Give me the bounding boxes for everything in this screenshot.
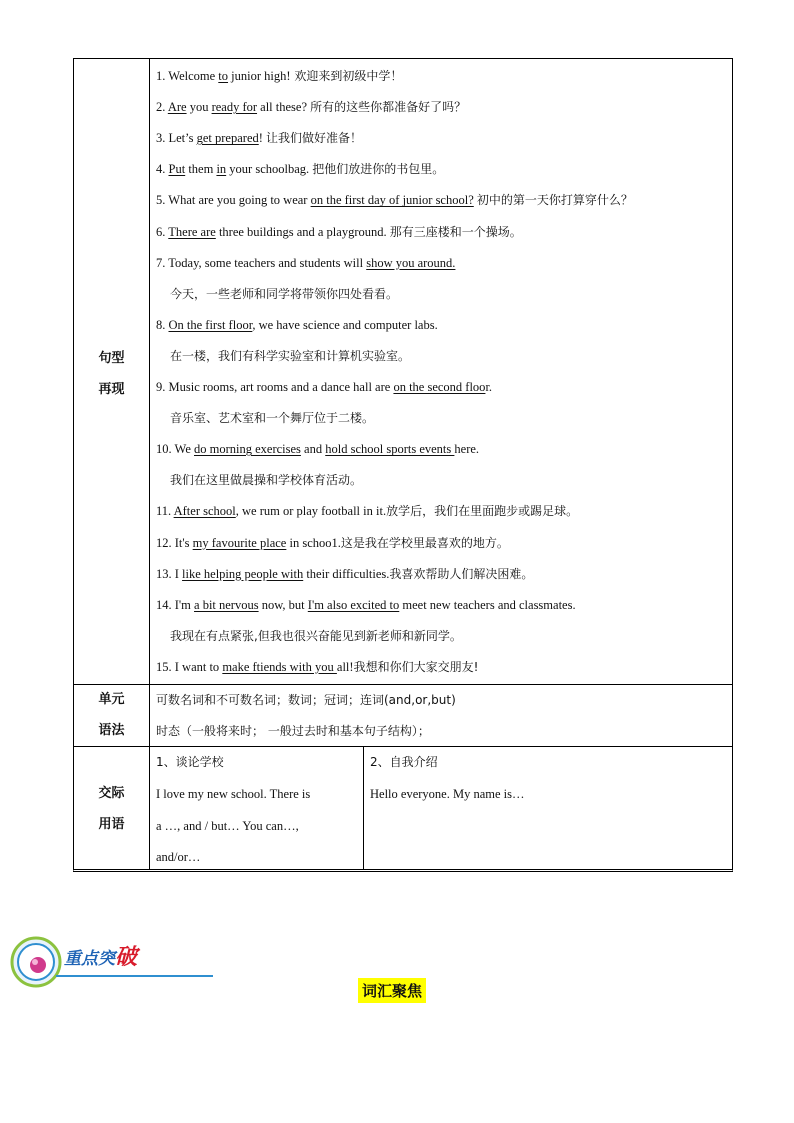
sentence-line [156, 564, 533, 584]
sentence-text: 让我们做好准备！ [266, 131, 363, 146]
sentence-text: 11. [156, 504, 174, 519]
comm-left-line: and/or… [156, 850, 201, 864]
sentence-line [156, 159, 444, 179]
underlined-phrase: my favourite place [192, 535, 287, 550]
underlined-phrase: Put [168, 162, 186, 177]
sentence-text: 把他们放进你的书包里。 [312, 162, 445, 177]
sentence-text: in schoo1. [286, 535, 341, 550]
sentence-text: 所有的这些你都准备好了吗？ [310, 100, 467, 115]
sentence-line [156, 533, 509, 553]
sentence-text: 在一楼，我们有科学实验室和计算机实验室。 [170, 348, 411, 363]
sentence-line [156, 253, 455, 273]
sentence-line [156, 346, 410, 366]
comm-right-text: Hello everyone. My name is… [370, 787, 525, 801]
sentence-text: 欢迎来到初级中学！ [290, 69, 403, 83]
underlined-phrase: hold school sports events [325, 442, 455, 457]
sentence-text: 13. I [156, 566, 183, 581]
underlined-phrase: get prepared [196, 131, 259, 146]
section-logo [8, 934, 218, 988]
sentence-text: and [300, 442, 326, 457]
sentence-text: all these? [257, 100, 311, 115]
summary-table [73, 58, 733, 872]
logo-title: 重点突破 [64, 945, 138, 970]
sentence-text: 15. I want to [156, 659, 223, 674]
row-divider [74, 746, 732, 747]
comm-left-line: a …, and / but… You can…, [156, 819, 299, 833]
sentence-line [156, 657, 478, 677]
sentence-text: three buildings and a playground. [215, 224, 390, 239]
sentence-text: 我想和你们大家交朋友! [353, 659, 479, 674]
sentence-line [156, 315, 438, 335]
row-divider [74, 684, 732, 685]
underlined-phrase: do morning exercises [194, 442, 301, 457]
sentence-text: 初中的第一天你打算穿什么？ [476, 193, 633, 208]
comm-left-line: I love my new school. There is [156, 787, 311, 801]
sentence-text: 音乐室、艺术室和一个舞厅位于二楼。 [170, 411, 375, 426]
underlined-phrase: Are [167, 100, 187, 115]
sentence-line [156, 408, 374, 428]
column-divider [149, 59, 150, 870]
sentence-line [156, 284, 398, 304]
sentences-label: 句型 再现 [98, 351, 125, 397]
sentence-text: 8. [156, 317, 169, 332]
sentence-line [156, 97, 466, 117]
sentence-line [156, 595, 576, 615]
underlined-phrase: on the second floo [393, 380, 486, 394]
sentence-text: r. [485, 380, 493, 394]
sentence-text: them [185, 162, 217, 177]
sentence-line [156, 128, 362, 148]
sentence-text: 这是我在学校里最喜欢的地方。 [340, 535, 509, 550]
sentence-text: ! [258, 131, 267, 146]
underlined-phrase: show you around. [366, 255, 456, 270]
sentence-text: 3. Let’s [156, 131, 197, 146]
underlined-phrase: On the first floor [168, 317, 253, 332]
sentence-text: their difficulties. [303, 566, 390, 581]
sentence-text: 那有三座楼和一个操场。 [389, 224, 522, 239]
sentence-text: 7. Today, some teachers and students will [156, 255, 367, 270]
underlined-phrase: ready for [211, 100, 258, 115]
grammar-line: 时态（一般将来时； 一般过去时和基本句子结构）； [156, 724, 430, 738]
sentence-line [156, 470, 362, 490]
sentence-text: junior high! [228, 69, 291, 83]
sentence-text: you [186, 100, 212, 115]
underlined-phrase: in [216, 162, 227, 177]
sentence-text: , we rum or play football in it. [235, 504, 387, 519]
underlined-phrase: make ftiends with you [222, 659, 337, 674]
underlined-phrase: There are [168, 224, 216, 239]
sentence-text: 我现在有点紧张,但我也很兴奋能见到新老师和新同学。 [170, 628, 462, 643]
sentence-text: now, but [258, 597, 308, 612]
sentence-line [156, 190, 633, 210]
sentence-text: here. [454, 442, 480, 457]
sentence-text: 1. Welcome [156, 69, 219, 83]
underlined-phrase: on the first day of junior school? [310, 193, 474, 208]
sentence-text: 6. [156, 224, 169, 239]
sentence-line [156, 222, 522, 242]
comm-right-title: 2、自我介绍 [370, 755, 438, 769]
sentence-text: 4. [156, 162, 169, 177]
sentence-text: 12. It's [156, 535, 193, 550]
sentence-text: 今天，一些老师和同学将带领你四处看看。 [170, 286, 399, 301]
sentence-line [156, 501, 578, 521]
sentence-text: , we have science and computer labs. [252, 317, 438, 332]
underlined-phrase: I'm also excited to [307, 597, 400, 612]
sentence-line [156, 439, 479, 459]
sentence-text: your schoolbag. [226, 162, 313, 177]
comm-left-title: 1、谈论学校 [156, 755, 224, 769]
underlined-phrase: a bit nervous [194, 597, 259, 612]
underlined-phrase: to [218, 69, 229, 83]
sentence-line [156, 66, 402, 86]
sentence-text: all! [336, 659, 354, 674]
sentence-text: 放学后，我们在里面跑步或踢足球。 [386, 504, 579, 519]
sentence-text: meet new teachers and classmates. [399, 597, 576, 612]
sentence-text: 9. Music rooms, art rooms and a dance hall are [156, 380, 394, 394]
sentence-line [156, 626, 462, 646]
sentence-text: 我们在这里做晨操和学校体育活动。 [170, 473, 363, 488]
comm-label: 交际 用语 [98, 786, 125, 832]
underlined-phrase: After school [173, 504, 236, 519]
vocab-heading: 词汇聚焦 [358, 978, 426, 1003]
grammar-line: 可数名词和不可数名词；数词；冠词；连词(and,or,but) [156, 693, 456, 707]
sentence-text: 2. [156, 100, 168, 115]
sentence-text: 10. We [156, 442, 194, 457]
comm-divider [363, 746, 364, 870]
grammar-label: 单元 语法 [98, 692, 125, 738]
sentence-text: 5. What are you going to wear [156, 193, 311, 208]
sentence-text: 我喜欢帮助人们解决困难。 [389, 566, 534, 581]
underlined-phrase: like helping people with [182, 566, 304, 581]
sentence-line [156, 377, 492, 397]
sentence-text: 14. I'm [156, 597, 195, 612]
